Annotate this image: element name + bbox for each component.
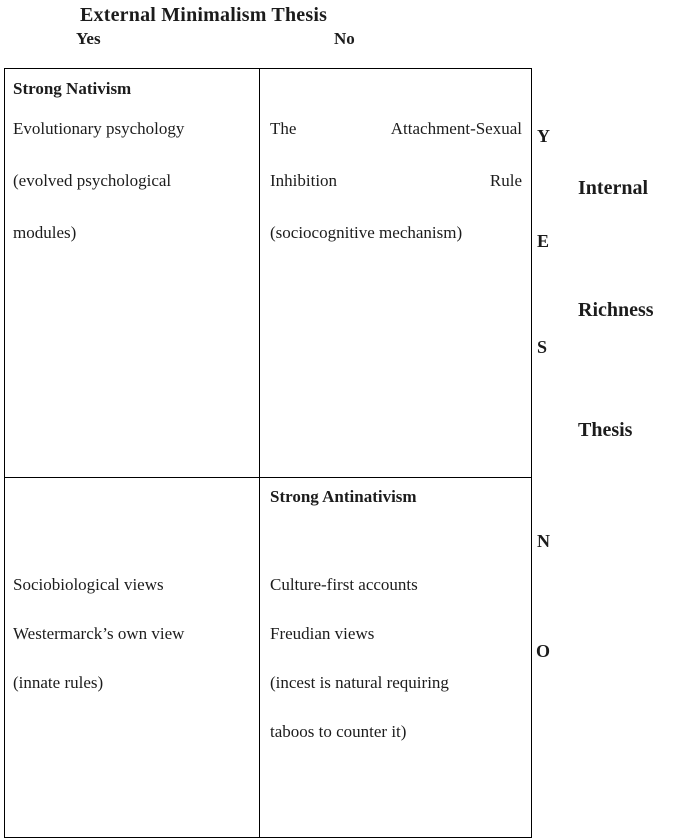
row-header-no-letter: N — [537, 531, 550, 551]
quadrant-top-right — [260, 69, 532, 477]
quadrant-top-left-line: Evolutionary psychology — [13, 119, 185, 138]
column-header-yes: Yes — [76, 29, 101, 48]
row-header-yes-letter: Y — [537, 126, 550, 146]
spacer — [270, 75, 522, 103]
row-header-no-letter: O — [536, 641, 551, 661]
quadrant-bottom-right-line: Culture-first accounts — [270, 575, 418, 594]
quadrant-bottom-left — [5, 477, 259, 838]
quadrant-bottom-left-line: (innate rules) — [13, 673, 104, 692]
spacer — [13, 511, 251, 560]
quadrant-bottom-right-line: Freudian views — [270, 624, 375, 643]
quadrant-top-left-line: modules) — [13, 223, 77, 242]
spacer — [13, 483, 251, 511]
spacer — [270, 511, 522, 560]
quadrant-top-right-line: The Attachment-Sexual — [270, 119, 522, 138]
quadrant-top-right-line: (sociocognitive mechanism) — [270, 223, 463, 242]
quadrant-bottom-right-line: taboos to counter it) — [270, 722, 407, 741]
right-axis-title-line: Internal — [578, 177, 648, 199]
quadrant-bottom-right-line: (incest is natural requiring — [270, 673, 449, 692]
quadrant-top-right-line: Inhibition Rule — [270, 171, 522, 190]
column-header-no: No — [334, 29, 355, 48]
quadrant-top-left — [5, 69, 259, 477]
right-axis-title-line: Richness — [578, 299, 654, 321]
quadrant-bottom-right — [260, 477, 532, 838]
row-header-yes-letter: E — [537, 231, 550, 251]
right-axis-title-line: Thesis — [578, 419, 633, 441]
quadrant-top-left-line: (evolved psychological — [13, 171, 172, 190]
quadrant-bottom-left-line: Westermarck’s own view — [13, 624, 185, 643]
row-header-yes-letter: S — [537, 337, 548, 357]
matrix-table — [4, 68, 532, 838]
figure-title: External Minimalism Thesis — [80, 4, 328, 26]
quadrant-top-left-heading: Strong Nativism — [13, 79, 132, 98]
quadrant-bottom-left-line: Sociobiological views — [13, 575, 164, 594]
quadrant-bottom-right-heading: Strong Antinativism — [270, 487, 417, 506]
